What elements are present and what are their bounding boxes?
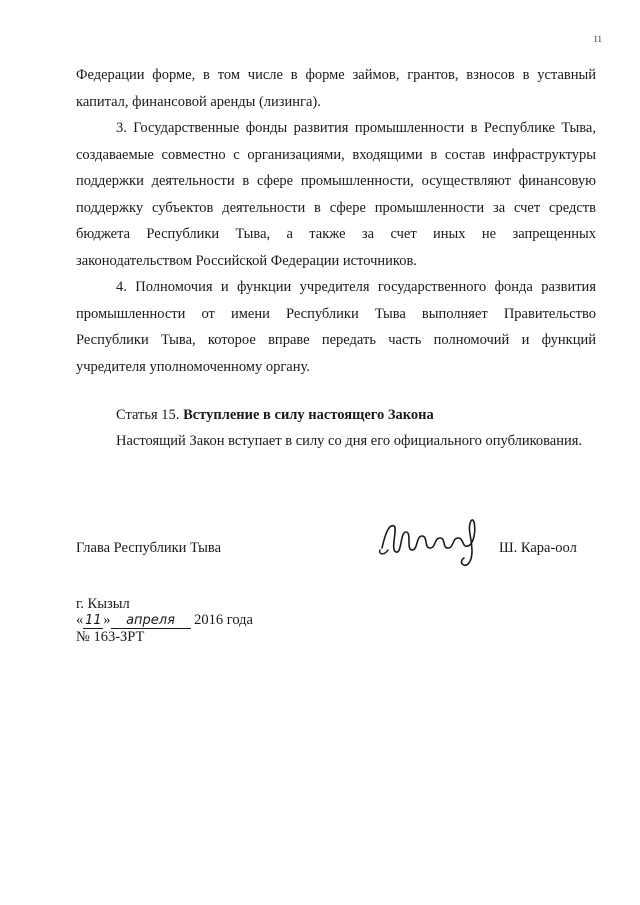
date-month-handwritten: апреля [111, 614, 191, 629]
paragraph-item-4: 4. Полномочия и функции учредителя государственного фонда развития промышленности от имени Республики Тыва выполняет Правительство Республики Тыва, которое вправе передать часть полномочий и функций учредителя уполномоченному органу. [76, 279, 596, 375]
article-label: Статья 15. [116, 407, 180, 423]
paragraph-continuation: Федерации форме, в том числе в форме займов, грантов, взносов в уставный капитал, финансовой аренды (лизинга). [76, 67, 596, 110]
quote-open: « [76, 612, 84, 628]
document-body [76, 62, 596, 380]
article-title: Вступление в силу настоящего Закона [183, 407, 434, 423]
page-number: 11 [593, 34, 602, 44]
article-heading [116, 402, 596, 428]
city: г. Кызыл [76, 596, 130, 612]
place-and-date [76, 596, 253, 645]
paragraph-item-3: 3. Государственные фонды развития промышленности в Республике Тыва, создаваемые совместно с организациями, входящими в состав инфраструктуры поддержки деятельности в сфере промышленности, осуществляют финансовую поддержку субъектов деятельности в сфере промышленности за счет средств бюджета Республики Тыва, а также за счет иных не запрещенных законодательством Российской Федерации источников. [76, 120, 596, 269]
handwritten-signature [376, 510, 486, 570]
date-line [76, 612, 253, 629]
signatory-title: Глава Республики Тыва [76, 540, 222, 556]
quote-close: » [103, 612, 111, 628]
signatory-name: Ш. Кара-оол [499, 540, 577, 556]
article-body: Настоящий Закон вступает в силу со дня его официального опубликования. [116, 433, 583, 449]
law-number: № 163-ЗРТ [76, 629, 145, 645]
date-year: 2016 года [194, 612, 253, 628]
date-day-handwritten: 11 [84, 613, 102, 628]
